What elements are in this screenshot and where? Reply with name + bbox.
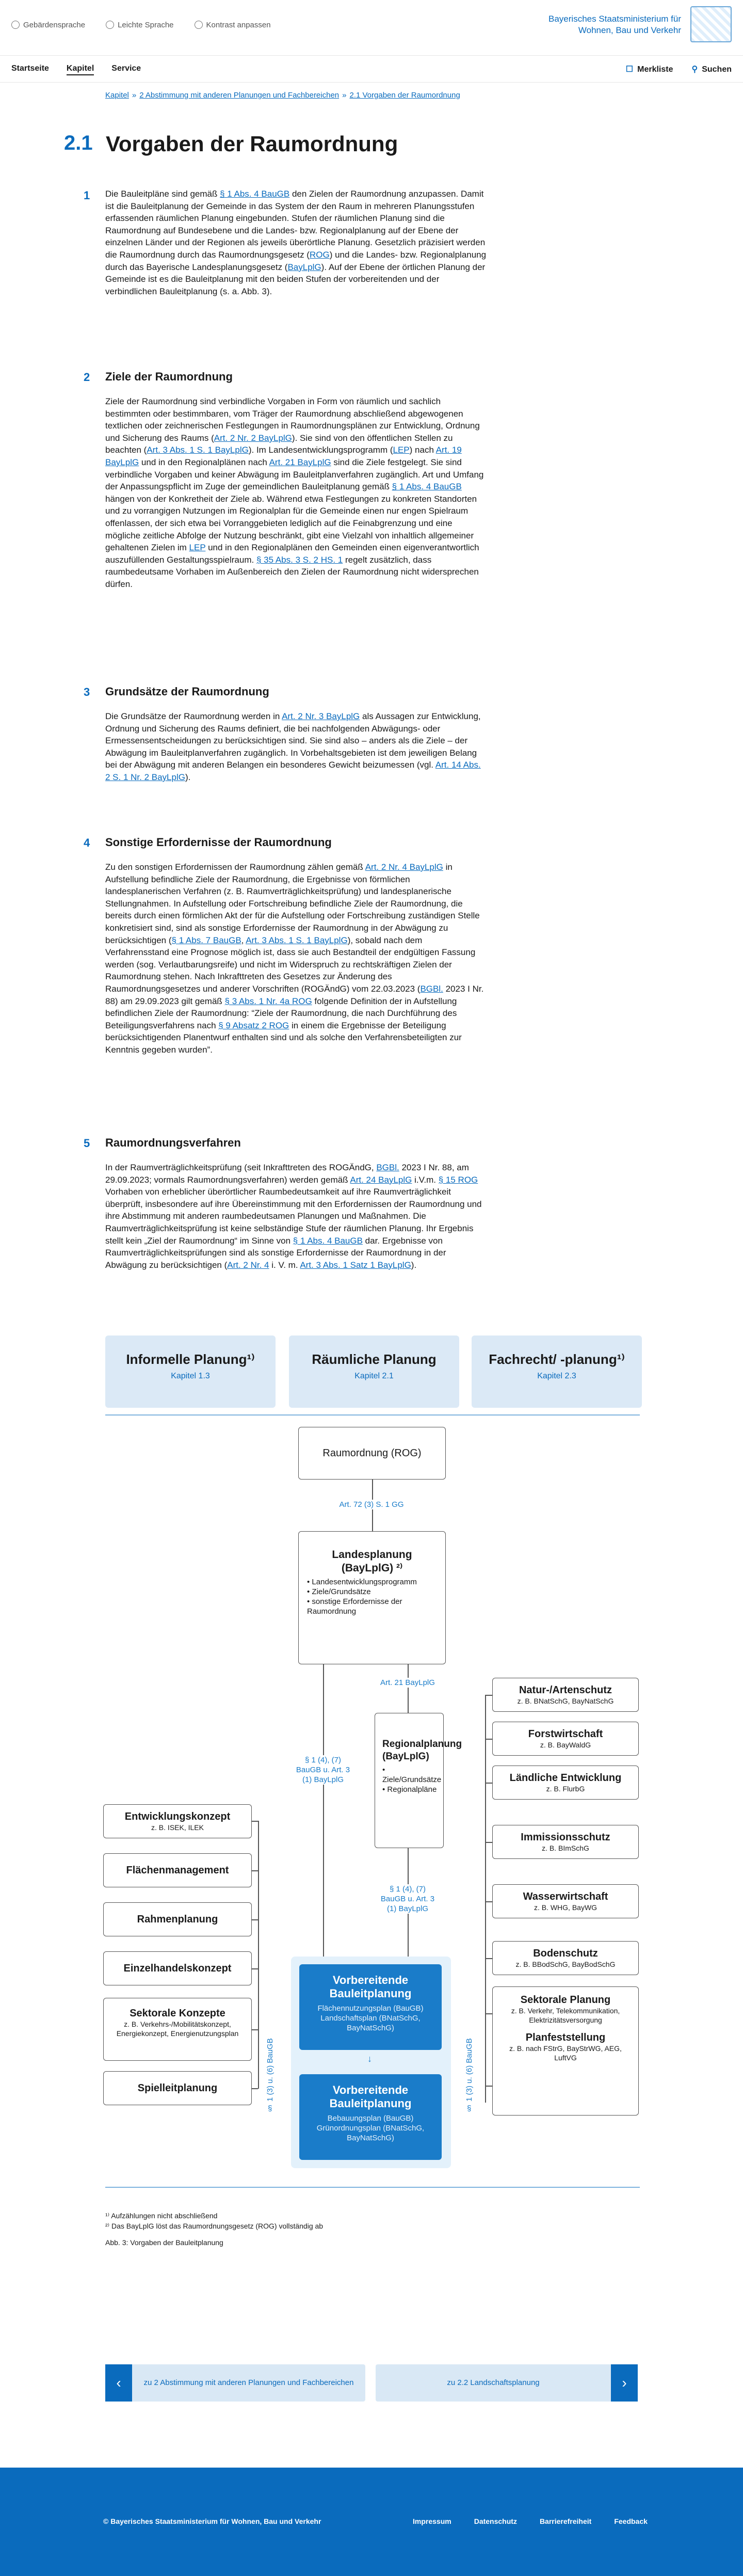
section-2	[84, 370, 487, 591]
inline-link[interactable]: Art. 2 Nr. 3 BayLplG	[282, 711, 360, 721]
section-heading: Sonstige Erfordernisse der Raumordnung	[105, 836, 332, 849]
merkliste-button[interactable]: ☐ Merkliste	[625, 65, 673, 74]
next-page-link[interactable]: zu 2.2 Landschaftsplanung ›	[376, 2364, 638, 2402]
box-sektorale-konzepte: Sektorale Konzepte z. B. Verkehrs-/Mobilitätskonzept, Energiekonzept, Energienutzungsplan	[103, 1998, 252, 2061]
contrast-link[interactable]: Kontrast anpassen	[195, 21, 271, 29]
inline-link[interactable]: § 1 Abs. 4 BauGB	[220, 189, 290, 199]
inline-link[interactable]: ROG	[309, 249, 330, 260]
inline-link[interactable]: Art. 2 Nr. 2 BayLplG	[214, 433, 292, 443]
section-number: 3	[84, 686, 90, 698]
box-sektorale-planung: Sektorale Planung z. B. Verkehr, Telekommunikation, Elektrizitätsversorgung Planfeststellung z. B. nach FStrG, BayStrWG, AEG, LuftVG	[492, 1986, 639, 2116]
inline-link[interactable]: § 35 Abs. 3 S. 2 HS. 1	[256, 554, 343, 565]
chevron-right-icon: ›	[611, 2364, 638, 2402]
box-spielleitplanung: Spielleitplanung	[103, 2071, 252, 2105]
bracket-tick	[485, 1958, 492, 1959]
footer-copyright: © Bayerisches Staatsministerium für Wohnen, Bau und Verkehr	[103, 2517, 321, 2525]
footnotes	[105, 2211, 323, 2248]
hand-icon	[11, 21, 20, 29]
section-text: In der Raumverträglichkeitsprüfung (seit Inkrafttreten des ROGÄndG, BGBl. 2023 I Nr. 88, am 29.09.2023; vormals Raumordnungsverfahren) werden gemäß Art. 24 BayLplG i.V.m. § 15 ROG Vorhaben von erheblicher überörtlicher Raumbedeutsamkeit auf ihre Raumverträglichkeit überprüft, insbesondere auf ihre Übereinstimmung mit den Erfordernissen der Raumordnung und ihre Abstimmung mit anderen raumbedeutsamen Planungen und Maßnahmen. Die Raumverträglichkeitsprüfung ist keine selbständige Stufe der räumlichen Planung. Ihr Ergebnis stellt kein „Ziel der Raumordnung“ im Sinne von § 1 Abs. 4 BauGB dar. Ergebnisse von Raumverträglichkeitsprüfungen sind als sonstige Erfordernisse der Raumordnung in der Abwägung zu berücksichtigen (Art. 2 Nr. 4 i. V. m. Art. 3 Abs. 1 Satz 1 BayLplG).	[105, 1163, 482, 1270]
art72-label[interactable]: Art. 72 (3) S. 1 GG	[320, 1500, 423, 1509]
inline-link[interactable]: § 1 Abs. 4 BauGB	[392, 482, 462, 492]
bavarian-crest-logo[interactable]	[690, 6, 732, 42]
landesplanung-box: Landesplanung (BayLplG) ²⁾ • Landesentwicklungsprogramm • Ziele/Grundsätze • sonstige Erfordernisse der Raumordnung	[298, 1531, 446, 1664]
regionalplanung-box: Regionalplanung (BayLplG) • Ziele/Grundsätze • Regionalpläne	[375, 1713, 444, 1848]
bracket-tick	[485, 1739, 492, 1740]
easy-language-link[interactable]: Leichte Sprache	[106, 21, 173, 29]
planfeststellung-title: Planfeststellung	[525, 2032, 606, 2043]
footnote-1: ¹⁾ Aufzählungen nicht abschließend	[105, 2212, 218, 2220]
inline-link[interactable]: Art. 2 Nr. 4 BayLplG	[365, 862, 443, 872]
section-5	[84, 1136, 487, 1271]
section-3	[84, 685, 487, 784]
section-heading: Grundsätze der Raumordnung	[105, 685, 269, 698]
section-1	[84, 188, 487, 297]
inline-link[interactable]: Art. 3 Abs. 1 S. 1 BayLplG	[246, 935, 348, 945]
box-rahmenplanung: Rahmenplanung	[103, 1902, 252, 1936]
baugb-label-side-left[interactable]: § 1 (3) u. (6) BauGB	[266, 2038, 274, 2112]
breadcrumb-separator: »	[132, 91, 137, 100]
box-naturschutz: Natur-/Artenschutz z. B. BNatSchG, BayNatSchG	[492, 1678, 639, 1712]
box-bodenschutz: Bodenschutz z. B. BBodSchG, BayBodSchG	[492, 1941, 639, 1975]
bracket-tick	[485, 2086, 492, 2087]
inline-link[interactable]: Art. 3 Abs. 1 S. 1 BayLplG	[147, 445, 249, 455]
breadcrumb	[105, 91, 460, 100]
divider	[105, 1414, 640, 1416]
inline-link[interactable]: Art. 3 Abs. 1 Satz 1 BayLplG	[300, 1260, 411, 1270]
box-vorbereitende-bauleitplanung-2: Vorbereitende Bauleitplanung Bebauungsplan (BauGB) Grünordnungsplan (BNatSchG, BayNatSchG)	[299, 2074, 442, 2160]
ministry-name[interactable]: Bayerisches Staatsministerium für Wohnen, Bau und Verkehr	[548, 14, 681, 35]
breadcrumb-item[interactable]: 2 Abstimmung mit anderen Planungen und Fachbereichen	[139, 91, 340, 100]
nav-startseite[interactable]: Startseite	[11, 64, 49, 73]
bracket-tick	[485, 1783, 492, 1784]
footer-link-barrierefreiheit[interactable]: Barrierefreiheit	[539, 2517, 592, 2525]
page-title-number: 2.1	[64, 132, 93, 154]
section-text: Zu den sonstigen Erfordernissen der Raumordnung zählen gemäß Art. 2 Nr. 4 BayLplG in Aufstellung befindliche Ziele der Raumordnung, die Ergebnisse von förmlichen landesplanerischen Verfahren (z. B. Raumverträglichkeitsprüfung) und landesplanerische Stellungnahmen. In Aufstellung oder Fortschreibung befindliche Ziele der Raumordnung, die bereits durch einen förmlichen Akt der für die Aufstellung oder Fortschreibung zuständigen Stelle konkretisiert sind, sind als sonstige Erfordernisse der Raumordnung in der Abwägung zu berücksichtigen (§ 1 Abs. 7 BauGB, Art. 3 Abs. 1 S. 1 BayLplG), sobald nach dem Verfahrensstand eine Prognose möglich ist, dass sie auch Bestandteil der endgültigen Fassung werden (sog. Verlautbarungsreife) und nicht im Widerspruch zu rechtskräftigen Zielen der Raumordnung stehen. Nach Inkrafttreten des Gesetzes zur Änderung des Raumordnungsgesetzes und anderer Vorschriften (ROGÄndG) vom 22.03.2023 (BGBl. 2023 I Nr. 88) am 29.09.2023 gilt gemäß § 3 Abs. 1 Nr. 4a ROG folgende Definition der in Aufstellung befindlichen Ziele der Raumordnung: “Ziele der Raumordnung, die nach Durchführung des Beteiligungsverfahrens nach § 9 Absatz 2 ROG in einem die Ergebnisse der Beteiligung berücksichtigenden Planentwurf enthalten sind und als solche den Verfahrensbeteiligten zur Kenntnis gegeben wurden”.	[105, 862, 484, 1055]
box-entwicklungskonzept: Entwicklungskonzept z. B. ISEK, ILEK	[103, 1804, 252, 1838]
divider	[105, 2187, 640, 2188]
section-text: Ziele der Raumordnung sind verbindliche Vorgaben in Form von räumlich und sachlich bestimmten oder bestimmbaren, vom Träger der Raumordnung abschließend abgewogenen textlichen oder zeichnerischen Festlegungen in Raumordnungsplänen zur Entwicklung, Ordnung und Sicherung des Raums (Art. 2 Nr. 2 BayLplG). Sie sind von den öffentlichen Stellen zu beachten (Art. 3 Abs. 1 S. 1 BayLplG). Im Landesentwicklungsprogramm (LEP) nach Art. 19 BayLplG und in den Regionalplänen nach Art. 21 BayLplG sind die Ziele festgelegt. Sie sind verbindliche Vorgaben und keiner Abwägung im Bauleitplanverfahren zugänglich. Art und Umfang der Anpassungspflicht im Zuge der gemeindlichen Bauleitplanung gemäß § 1 Abs. 4 BauGB hängen von der Konkretheit der Ziele ab. Während etwa Festlegungen zu konkreten Standorten und zu vorrangigen Nutzungen im Regionalplan für die Gemeinde einen nur engen Spielraum offenlassen, der sich etwa bei Vorranggebieten lediglich auf die Feinabgrenzung und eine mögliche zeitliche Abfolge der Nutzung beschränkt, gibt eine Vielzahl von inhaltlich allgemeiner gehaltenen Zielen im LEP und in den Regionalplänen den Gemeinden einen eigenverantwortlich auszufüllenden Gestaltungsspielraum. § 35 Abs. 3 S. 2 HS. 1 regelt zusätzlich, dass raumbedeutsame Vorhaben im Außenbereich den Zielen der Raumordnung nicht widersprechen dürfen.	[105, 396, 484, 589]
arrow-down-icon: ↓	[367, 2054, 372, 2064]
inline-link[interactable]: § 1 Abs. 4 BauGB	[293, 1235, 363, 1246]
list-item: • Ziele/Grundsätze	[382, 1766, 442, 1784]
search-button[interactable]: ⚲ Suchen	[691, 65, 732, 74]
box-wasserwirtschaft: Wasserwirtschaft z. B. WHG, BayWG	[492, 1884, 639, 1918]
breadcrumb-separator: »	[342, 91, 347, 100]
inline-link[interactable]: LEP	[189, 543, 206, 553]
inline-link[interactable]: Art. 2 Nr. 4	[227, 1260, 269, 1270]
inline-link[interactable]: LEP	[393, 445, 410, 455]
section-4	[84, 835, 487, 1056]
bracket-tick	[252, 2088, 258, 2089]
card-raeumliche-planung[interactable]: Räumliche Planung Kapitel 2.1	[289, 1335, 459, 1408]
bookmark-icon: ☐	[625, 65, 634, 74]
section-text: Die Bauleitpläne sind gemäß § 1 Abs. 4 BauGB den Zielen der Raumordnung anzupassen. Damit ist die Bauleitplanung der Gemeinde in das System der den Raum in mehreren Planungsstufen erfassenden räumlichen Planung eingebunden. Stufen der räumlichen Planung sind die Raumordnung auf Bundesebene und die Landes- bzw. Regionalplanung auf der Ebene der einzelnen Länder und der Regionen als jeweils überörtliche Planung. Gesetzlich präzisiert werden die Raumordnung durch das Raumordnungsgesetz (ROG) und die Landes- bzw. Regionalplanung durch das Bayerische Landesplanungsgesetz (BayLplG). Auf der Ebene der örtlichen Planung der Gemeinde ist es die Bauleitplanung mit den beiden Stufen der vorbereitenden und der verbindlichen Bauleitplanung (s. a. Abb. 3).	[105, 189, 487, 296]
card-fachrecht[interactable]: Fachrecht/ -planung¹⁾ Kapitel 2.3	[472, 1335, 642, 1408]
baugb-label-mid[interactable]: § 1 (4), (7) BauGB u. Art. 3 (1) BayLplG	[377, 1884, 439, 1914]
inline-link[interactable]: § 3 Abs. 1 Nr. 4a ROG	[224, 996, 312, 1006]
section-number: 5	[84, 1137, 90, 1150]
card-informelle-planung[interactable]: Informelle Planung¹⁾ Kapitel 1.3	[105, 1335, 276, 1408]
list-item: • Ziele/Grundsätze	[307, 1587, 371, 1596]
bracket-tick	[485, 1901, 492, 1902]
list-item: • sonstige Erfordernisse der Raumordnung	[307, 1597, 402, 1616]
section-number: 4	[84, 836, 90, 849]
inline-link[interactable]: Art. 21 BayLplG	[269, 457, 331, 467]
inline-link[interactable]: BayLplG	[287, 262, 321, 272]
section-text: Die Grundsätze der Raumordnung werden in Art. 2 Nr. 3 BayLplG als Aussagen zur Entwicklung, Ordnung und Sicherung des Raums definiert, die bei nachfolgenden Abwägungs- oder Ermessensentscheidungen zu berücksichtigen sind. Sie sind also – anders als die Ziele – der Abwägung im Bauleitplanverfahren zugänglich. In Vorbehaltsgebieten ist dem jeweiligen Belang bei der Abwägung mit anderen Belangen ein besonderes Gewicht beizumessen (vgl. Art. 14 Abs. 2 S. 1 Nr. 2 BayLplG).	[105, 711, 481, 782]
connector	[408, 1664, 409, 1713]
bracket-tick	[252, 1919, 258, 1920]
breadcrumb-item[interactable]: Kapitel	[105, 91, 129, 100]
art21-label[interactable]: Art. 21 BayLplG	[361, 1678, 454, 1688]
bracket-tick	[252, 2029, 258, 2030]
bracket-tick	[252, 1968, 258, 1969]
box-forstwirtschaft: Forstwirtschaft z. B. BayWaldG	[492, 1722, 639, 1756]
section-number: 1	[84, 189, 90, 202]
bracket-tick	[485, 1842, 492, 1843]
section-heading: Raumordnungsverfahren	[105, 1136, 241, 1149]
section-number: 2	[84, 371, 90, 384]
baugb-label-side-right[interactable]: § 1 (3) u. (6) BauGB	[465, 2038, 474, 2112]
inline-link[interactable]: § 9 Absatz 2 ROG	[218, 1020, 289, 1030]
inline-link[interactable]: BGBl.	[376, 1163, 399, 1172]
bracket-tick	[485, 1695, 492, 1696]
bracket-tick	[485, 2013, 492, 2014]
inline-link[interactable]: Art. 19 BayLplG	[105, 445, 462, 467]
footer-link-datenschutz[interactable]: Datenschutz	[474, 2517, 517, 2525]
baugb-label-left[interactable]: § 1 (4), (7) BauGB u. Art. 3 (1) BayLplG	[294, 1755, 352, 1785]
sign-language-link[interactable]: Gebärdensprache	[11, 21, 85, 29]
bracket	[485, 1695, 486, 2103]
inline-link[interactable]: Art. 14 Abs. 2 S. 1 Nr. 2 BayLplG	[105, 760, 481, 782]
main-nav	[0, 56, 743, 83]
inline-link[interactable]: § 15 ROG	[438, 1174, 478, 1185]
bracket-tick	[252, 1870, 258, 1871]
figure-caption: Abb. 3: Vorgaben der Bauleitplanung	[105, 2238, 223, 2247]
box-einzelhandelskonzept: Einzelhandelskonzept	[103, 1951, 252, 1985]
footer	[0, 2468, 743, 2576]
rog-box: Raumordnung (ROG)	[298, 1427, 446, 1480]
contrast-icon	[195, 21, 203, 29]
chevron-left-icon: ‹	[105, 2364, 132, 2402]
footer-links	[413, 2517, 648, 2525]
footer-link-impressum[interactable]: Impressum	[413, 2517, 451, 2525]
inline-link[interactable]: Art. 24 BayLplG	[350, 1174, 412, 1185]
inline-link[interactable]: BGBl.	[420, 983, 443, 994]
box-vorbereitende-bauleitplanung-1: Vorbereitende Bauleitplanung Flächennutzungsplan (BauGB) Landschaftsplan (BNatSchG, BayNatSchG)	[299, 1964, 442, 2050]
top-bar	[0, 0, 743, 56]
list-item: • Landesentwicklungsprogramm	[307, 1578, 417, 1586]
nav-kapitel[interactable]: Kapitel	[67, 64, 94, 75]
planfeststellung-sub: z. B. nach FStrG, BayStrWG, AEG, LuftVG	[509, 2044, 622, 2062]
bracket	[258, 1821, 259, 2089]
prev-page-link[interactable]: ‹ zu 2 Abstimmung mit anderen Planungen und Fachbereichen	[105, 2364, 365, 2402]
inline-link[interactable]: § 1 Abs. 7 BauGB	[171, 935, 241, 945]
info-icon	[106, 21, 114, 29]
utility-links	[11, 21, 271, 29]
bracket-tick	[252, 1821, 258, 1822]
box-immissionsschutz: Immissionsschutz z. B. BImSchG	[492, 1825, 639, 1859]
footnote-2: ²⁾ Das BayLplG löst das Raumordnungsgesetz (ROG) vollständig ab	[105, 2222, 324, 2230]
box-laendliche-entwicklung: Ländliche Entwicklung z. B. FlurbG	[492, 1766, 639, 1800]
section-heading: Ziele der Raumordnung	[105, 370, 233, 383]
page-title: Vorgaben der Raumordnung	[106, 132, 398, 156]
box-flaechenmanagement: Flächenmanagement	[103, 1853, 252, 1887]
connector	[323, 1664, 324, 1959]
footer-link-feedback[interactable]: Feedback	[614, 2517, 648, 2525]
search-icon: ⚲	[691, 65, 698, 74]
nav-service[interactable]: Service	[111, 64, 141, 73]
list-item: • Regionalpläne	[382, 1785, 437, 1794]
breadcrumb-item[interactable]: 2.1 Vorgaben der Raumordnung	[349, 91, 460, 100]
